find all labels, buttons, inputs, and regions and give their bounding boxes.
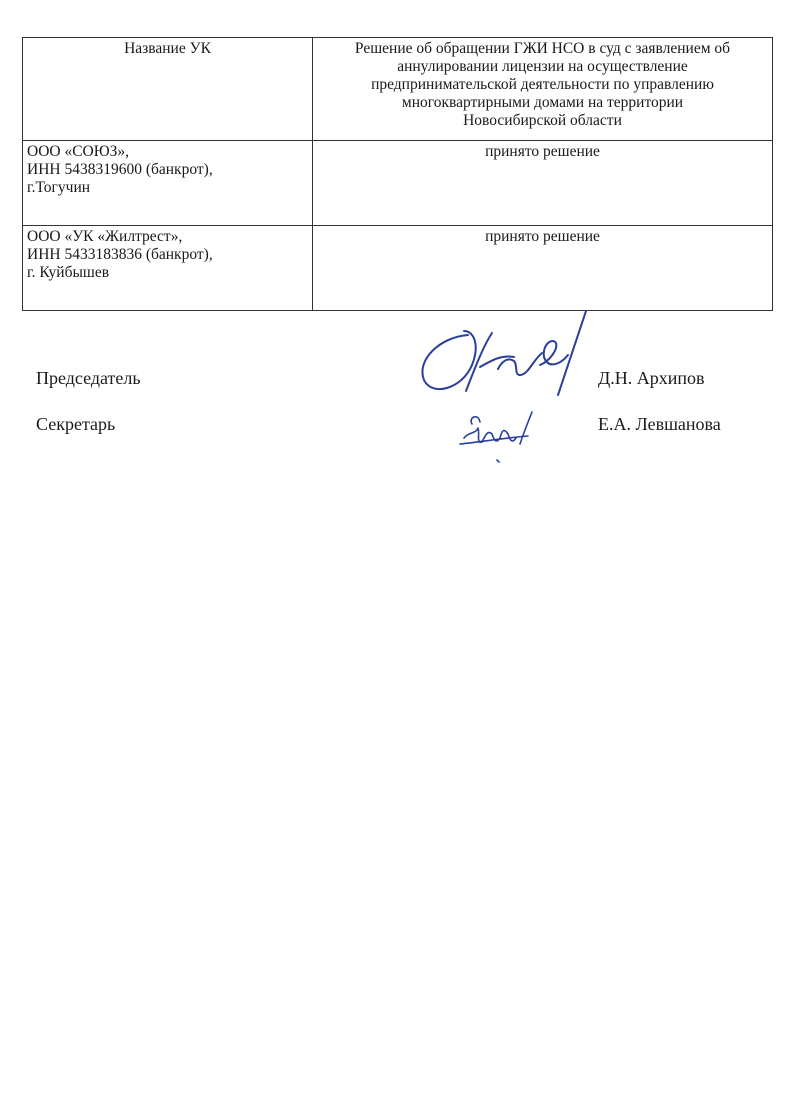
secretary-role: Секретарь [36,414,116,434]
chairman-signature [410,305,595,400]
company-cell [23,226,313,311]
chairman-name: Д.Н. Архипов [598,368,705,388]
secretary-signature [450,404,540,464]
header-company-name: Название УК [23,38,313,141]
header-decision-line: аннулировании лицензии на осуществление [397,58,688,75]
company-city-line: г. Куйбышев [27,264,110,281]
company-city-line: г.Тогучин [27,179,91,196]
company-inn-line: ИНН 5438319600 (банкрот), [27,161,213,178]
license-decision-table [22,37,773,311]
table-header-row [23,38,773,141]
secretary-name: Е.А. Левшанова [598,414,721,434]
decision-cell: принято решение [313,226,773,311]
header-decision-line: многоквартирными домами на территории [401,94,684,111]
company-name-line: ООО «УК «Жилтрест», [27,228,183,245]
table-row [23,226,773,311]
company-cell [23,141,313,226]
header-decision-line: предпринимательской деятельности по управлению [371,76,714,93]
company-inn-line: ИНН 5433183836 (банкрот), [27,246,213,263]
decision-cell: принято решение [313,141,773,226]
company-name-line: ООО «СОЮЗ», [27,143,130,160]
chairman-role: Председатель [36,368,141,388]
table-row [23,141,773,226]
header-decision [313,38,773,141]
header-decision-line: Решение об обращении ГЖИ НСО в суд с заявлением об [354,40,731,57]
header-decision-line: Новосибирской области [463,112,622,129]
